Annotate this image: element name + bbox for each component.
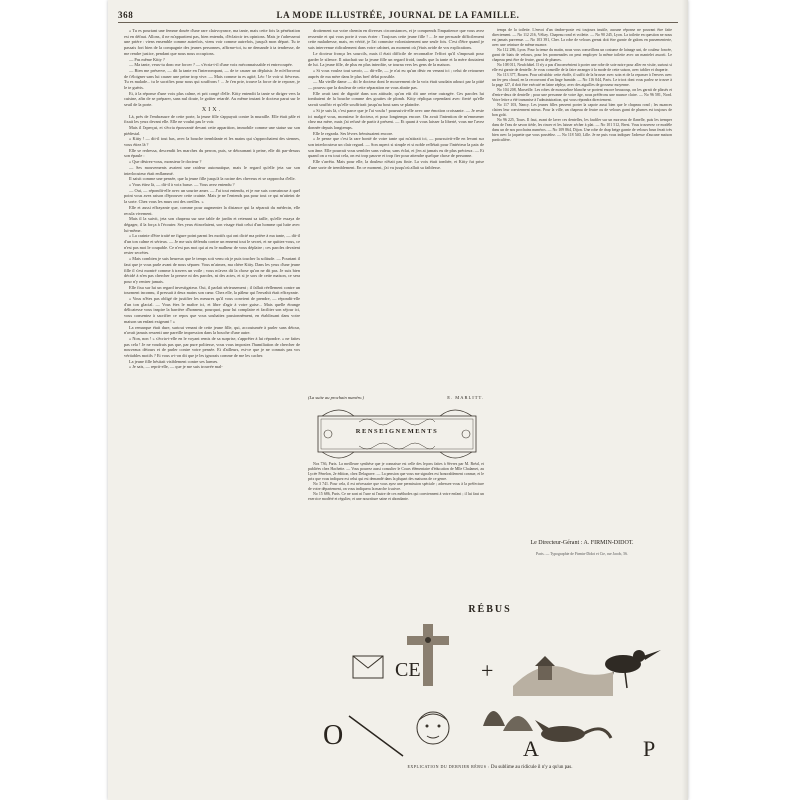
paragraph: La remarque était dure, surtout venant de cette jeune fille, qui, accoutumée à parler sans détour, n'avait jamais ressenti une pareille impression dans la bouche d'une autre. <box>124 324 300 336</box>
paragraph: No 117 103, Nancy. Les jeunes filles peuvent porter la capote aussi bien que le chapeau rond ; les nuances claires leur conviennent mieux. Pour la ville, un chapeau de feutre ou de velours garni de plumes est toujours de bon goût. <box>492 103 672 117</box>
paragraph: Elle se redressa, descendit les marches du perron, puis, se détournant à peine, elle dit par-dessus son épaule : <box>124 147 300 159</box>
paragraph: No 108 011, Neufchâtel. Il n'y a pas d'inconvénient à porter une robe de soie noire pour aller en visite, surtout si elle est garnie de dentelle. Je vous conseille de la faire arranger à la mode de cette saison, avec tablier et draperie. <box>492 63 672 72</box>
paragraph: « Si je suis là, c'est parce que je l'ai voulu ! poursuivit-elle avec une émotion croissante. — Je reste ici malgré vous, monsieur le docteur, et pour longtemps encore. On avait l'intention de m'emmener chez ma mère, mais j'ai refusé de partir à présent. — Et quant à vous laisser la liberté, vous me l'avez donnée depuis longtemps. <box>308 107 484 130</box>
fox-icon <box>535 720 611 742</box>
paragraph: « Si vous voulez tout savoir, — dit-elle, — je n'ai eu qu'un désir en venant ici ; celui de retourner auprès de ma mère dans le plus bref délai possible. <box>308 67 484 79</box>
paragraph: Et, à la réponse d'une voix plus calme, et prit congé d'elle. Kitty entendit la tante se diriger vers la cuisine, afin de se préparer, sans nul doute, le goûter retardé. Au même instant le docteur parut sur le seuil de la porte. <box>124 90 300 108</box>
tree-icon <box>483 711 533 731</box>
rebus-glyph: CE <box>395 659 421 681</box>
paragraph: Nos 736, Paris. La meilleure synthèse que je connaisse est celle des leçons faites à Sèvres par M. Bréal, et publiées chez Hachette. — Vous pourrez aussi consulter le Cours élémentaire d'éducation de Mlle Chalamet, au Lycée Fénelon, 2e édition, chez Delagrave. — La pension que vous me signalez est honorablement connue, et le prix que vous indiquez est celui qui est demandé dans la plupart des maisons de ce genre. <box>308 462 484 481</box>
bird-icon <box>605 650 661 688</box>
paragraph: Le docteur fronça les sourcils, mais il était difficile de reconnaître l'effort qu'il s'imposait pour garder le silence. Il attachait sur la jeune fille un regard froid, tandis que la tante et la mère doutaient de lui. La jeune fille, de plus en plus interdite, se tourna vers les gens de la maison. <box>308 50 484 68</box>
section-title: RENSEIGNEMENTS <box>355 428 439 435</box>
paragraph: No 104 208, Marseille. Les robes de mousseline blanche se portent encore beaucoup, on les garnit de plissés et d'entre-deux de dentelle ; pour une personne de votre âge, nous préférons une nuance claire. — No 96 581, Nord. Votre lettre a été transmise à l'administration, qui vous répondra directement. <box>492 88 672 102</box>
page-edge-shadow <box>682 0 688 800</box>
paragraph: « Tu es pourtant une femme douée d'une rare clairvoyance, ma tante, mais cette fois la pénétration est en défaut. Allons, il ne m'appartient pas, bien entendu, d'éclaircir tes opinions. Mais je t'adresserai une prière : viens ensemble comme autrefois, viens voir comme autrefois, jusqu'à mon départ. Tu te passais fort bien de la compagnie des jeunes personnes, affirme-toi, tu ne demande à ta tendresse, de me rendre justice, pendant que nous nous occupions. <box>124 28 300 56</box>
paragraph: Mais il la suivit, jeta son chapeau sur une table de jardin et retenant sa taille, qu'elle essaya de dégager, il la força à l'écouter. Ses yeux étincelaient, son visage était celui d'un homme qui lutte avec lui-même. <box>124 216 300 233</box>
header-rule <box>118 22 678 23</box>
rebus-glyph: O <box>323 720 344 751</box>
paragraph: — Oui, — répondit-elle avec un sourire amer. — J'ai tout entendu, et je me suis convaincue à quel point vous avez raison d'éprouver cette crainte. Mais je ne l'entends pas pour tout ce qui m'atteint de la sorte. Chez vous les murs ont des oreilles. » <box>124 187 300 205</box>
rebus-glyph: A <box>523 736 539 761</box>
caption-label: EXPLICATION DU DERNIER RÉBUS : <box>407 764 490 769</box>
printer-imprint: Paris. — Typographie de Firmin-Didot et Cie, rue Jacob, 56. <box>536 552 628 556</box>
paragraph: « Mais combien je suis heureux que le temps soit venu où je puis toucher la solitude. — Pourtant il faut que je vous parle avant de nous séparer. Vous m'aimez, ma chère Kitty. Dans les yeux d'une jeune fille il s'est montré comme à travers un voile ; vous m'avez dit la chose qu'on ne dit pas. Je suis bien décidé à n'en pas chercher la preuve ni des paroles, ni des actes, et si je sors de cette maison, ce sera pour n'y rentrer jamais. <box>124 256 300 284</box>
page-header <box>118 10 678 26</box>
renseignements-banner <box>314 408 480 460</box>
paragraph: « Je sais, — reprit-elle, — que je me suis trouvée mal- <box>129 364 223 370</box>
chapter-heading: XIX. <box>201 106 223 113</box>
paragraph: Elle avait tant de dignité dans son attitude, qu'on eût dit une reine outragée. Ces paroles lui tombaient de la bouche comme des gouttes de plomb. Kitty répliqua cependant avec fierté qu'elle savait souffrir et qu'elle souffrirait jusqu'au bout sans se plaindre. <box>308 90 484 108</box>
paragraph: « La crainte d'être traité ne figure point parmi les motifs qui ont dicté ma prière à ma tante, — dit-il d'un ton calme et sérieux. — Je me suis défendu contre un ennemi tout le secret, et ne quittez-vous, ce n'est pas moi le coupable. Ce n'est pas moi qui ai eu le malheur de vous déplaire ; ces paroles devaient rester secrètes. <box>124 233 300 256</box>
text-column-1 <box>124 28 300 788</box>
rebus-caption <box>308 764 672 770</box>
paragraph: — Ma vieille dame — dit le docteur dont le mouvement de la voix était soudain adouci par la pitié — pourvu que la douleur de cette séparation ne vous abatte pas. <box>308 79 484 91</box>
journal-title: LA MODE ILLUSTRÉE, JOURNAL DE LA FAMILLE. <box>276 10 520 20</box>
rebus-glyph: + <box>481 658 494 683</box>
paragraph: droitement sur votre chemin en diverses circonstances, et je comprends l'impatience que vous avez ressentie et qui vous porte à vous écrier : Toujours cette jeune fille ! ... Je me persuade difficilement cette maladresse, mais, en vérité, je l'ai commise volontairement une seule fois. C'est d'être quand je suis intervenue ridiculement dans votre cabinet, au moment où j'étais avide de vos explications. <box>308 28 484 51</box>
caption-text: Du sublime au ridicule il n'y a qu'un pas. <box>490 765 573 770</box>
paragraph: Mais il l'aperçut, et s'écria épouvanté devant cette apparition, immobile comme une statue sur son piédestal. <box>124 124 300 136</box>
paragraph: — Ma tante, veux-tu donc me forcer ? — s'écria-t-il d'une voix méconnaissable et entrecoupée. <box>129 62 293 68</box>
paragraph: « Je pense que c'est la rare bonté de votre tante qui m'attirait ici, — poursuivit-elle en levant sur son interlocuteur un clair regard. — Son aspect si simple et si noble reflétait pour l'intérieur la paix de son âme. Elle pourrait vous sembler sans valeur, sans éclat, et j'en ai jamais eu de plus précieux. — Et quand on a vu tout cela, on est trop pauvre et trop fier pour attendre quelque chose de personne. <box>308 136 484 159</box>
paragraph: — Bien me préserve, — dit la tante en l'interrompant, — de te causer un déplaisir. Je m'efforcerai de t'éloigner sans lui causer une peine trop vive. — Mais comme tu es agité, Léo ! le voir si fiévreux. Tu es malade... tu le sacrifies pour nous qui souffrons ! ... Je t'en prie, trouve la force de te reposer, je le te guéris. <box>124 67 300 91</box>
paragraph: Elle et aussi effrayante que, comme pour augmenter la distance qui la séparait du médecin, elle recula vivement. <box>124 204 300 216</box>
page-number: 368 <box>118 10 134 20</box>
renseignements-text <box>308 462 484 590</box>
continuation-note: (La suite au prochain numéro.) <box>308 395 365 400</box>
author-name: E. MARLITT. <box>447 395 484 400</box>
face-icon <box>417 712 449 744</box>
paragraph: No 112 286, Lyon. Pour la tenue du matin, nous vous conseillons un costume de lainage uni, de couleur foncée, garni de biais de velours, pour les promenades on peut employer la même toilette avec un mantelet assorti. Le chapeau peut être de feutre, garni de plumes. <box>492 48 672 62</box>
paragraph: « Vous n'êtes pas obligé de justifier les mesures qu'il vous convient de prendre, — répondit-elle d'un ton glacial. — Vous êtes le maître ici, et libre d'agir à votre guise... Mais quelle étrange délicatesse vous inspire la barrière d'honneur, pourquoi, pour lui complaire et faciliter son séjour ici, vous consentez à sacrifier ce repos que vous souhaitez passionnément, en établissant dans votre maison un enfant exigeant ! » <box>124 296 300 324</box>
landscape-icon <box>513 656 613 696</box>
rebus-title: RÉBUS <box>468 604 512 615</box>
paragraph: No 96 225, Tours. Il faut, avant de laver ces dentelles, les faufiler sur un morceau de flanelle, puis les tremper dans de l'eau de savon tiède, les rincer et les laisser sécher à plat. — No 101 512, Brest. Vous trouverez ce modèle dans un de nos prochains numéros. — No 109 864, Dijon. Une robe de drap beige garnie de velours brun ferait très bien avec la jaquette que vous possédez. — No 118 540, Lille. Je ne puis vous indiquer l'adresse d'aucune maison particulière. <box>492 118 672 142</box>
paragraph: « Non, non ! » s'écria-t-elle en le voyant remis de sa surprise, s'apprêter à lui répondre. « ne faites pas cela ! Je ne voudrais pas que, par pure politesse, vous vous imposiez l'humiliation de chercher de nouveaux détours et de parler contre votre pensée. Et d'ailleurs, est-ce que je ne connais pas vos véritables motifs ? Et vous a-t-on dit que je les ignorais comme de me les cacher. <box>124 335 300 359</box>
text-column-3 <box>492 28 672 308</box>
paragraph: Là, près de l'embrasure de cette porte, la jeune fille s'appuyait contre la muraille. Elle était pâle et fixait les yeux devant elle. Elle ne voulut pas le voir. <box>124 113 300 125</box>
paragraph: — Pas même Kitty ? <box>129 56 165 62</box>
director-signature: Le Directeur-Gérant : A. FIRMIN-DIDOT. <box>530 540 634 546</box>
paragraph: La jeune fille hésitait visiblement contre ses larmes. <box>129 358 219 364</box>
envelope-icon <box>353 656 383 678</box>
journal-page <box>108 0 688 800</box>
rebus-glyph: P <box>643 736 656 761</box>
paragraph: Elle s'arrêta. Mais pour elle, la douleur n'était pas finie. La voix était tombée, et Kitty fut prise d'une sorte de tremblement. En ce moment, j'ai vu jusqu'où allait sa faiblesse. <box>308 159 484 170</box>
paragraph: « Kitty ! — dit-il tout bas, avec la bouche tremblante et les mains qui s'approchaient des siennes, vous étiez là ? <box>124 136 300 148</box>
paragraph: « Vous étiez là, — dit-il à voix basse. — Vous avez entendu ? <box>129 181 235 187</box>
paragraph: No 3 741. Pour cela, il est nécessaire que vous ayez une permission spéciale ; adressez-vous à la préfecture de votre département, on vous indiquera la marche à suivre. <box>308 482 484 491</box>
paragraph: No 15 686, Paris. Ce ne sont ni l'une ni l'autre de ces méthodes qui conviennent à votre enfant ; il lui faut un exercice modéré et régulier, et une nourriture saine et abondante. <box>308 492 484 501</box>
paragraph: « Que désirez-vous, monsieur le docteur ? <box>129 159 202 165</box>
paragraph: Elle le regarda. Ses lèvres frémissaient encore. <box>313 130 394 136</box>
paragraph: temps de la toilette. L'envoi d'un timbre-poste est toujours inutile, aucune réponse ne pouvant être faite directement. — No 112 216, Vélizy. Chapeau rond et voilette. — No 90 245, Lyon. La toilette en question ne nous est jamais parvenue. — No 103 391, Cher. La robe de velours grenat doit être garnie de galons en passementerie, avec une ceinture de même nuance. <box>492 28 672 47</box>
rebus-picture <box>313 616 668 766</box>
paragraph: Elle fixa sur lui un regard investigateur. Oui, il parlait sérieusement ; il fallait réellement contre un tourment inconnu, il pressait à deux mains son cœur. Chez elle, la pâleur qui l'envahit était effrayante. <box>124 284 300 296</box>
text-column-2 <box>308 28 484 393</box>
paragraph: — Ses mouvements avaient une raideur automatique, mais le regard qu'elle jeta sur son interlocuteur était enflammé. <box>124 164 300 176</box>
paragraph: No 113 377, Rouen. Pour rafraîchir cette étoffe, il suffit de la brosser avec soin et de la repasser à l'envers avec un fer peu chaud, en la recouvrant d'un linge humide. — No 116 044, Paris. Le tricot dont vous parlez se trouve à la page 127, il doit être exécuté en laine zéphyr, avec des aiguilles de grosseur moyenne. <box>492 73 672 87</box>
rebus-illustration <box>313 616 668 766</box>
paragraph: Il saisit comme une pensée, que la jeune fille jusqu'à la racine des cheveux et se rapprocha d'elle. <box>129 176 296 182</box>
